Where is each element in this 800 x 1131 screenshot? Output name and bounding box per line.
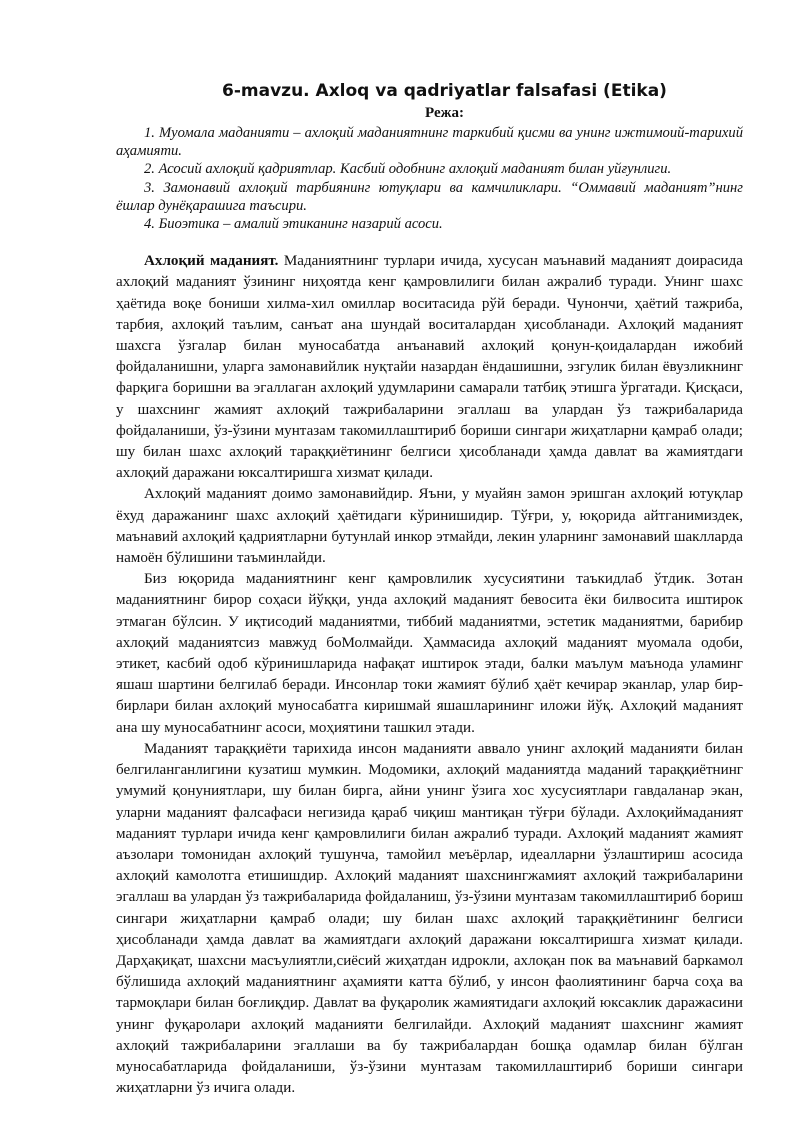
paragraph: [116, 739, 743, 1099]
paragraph-text: Маданиятнинг турлари ичида, хусусан маънавий маданият доирасида ахлоқий маданият ўзининг ниҳоятда кенг қамровлилиги билан ажралиб туради. Унинг шахс ҳаётида воқе бониши хилма-хил омиллар воситасида рўй беради. Чунончи, ҳаётий тажриба, тарбия, ахлоқий таълим, санъат ана шундай воситалардан ҳисобланади. Ахлоқий маданият шахсга ўзгалар билан муносабатда анъанавий ахлоқий қонун-қоидалардан ижобий фойдаланишни, уларга замонавийлик нуқтайи назардан ёндашишни, эзгулик билан ёвузликнинг фарқига боришни ва эгаллаган ахлоқий удумларини самарали татбиқ этишга ўргатади. Қисқаси, у шахснинг жамият ахлоқий тажрибаларини эгаллаш ва улардан ўз тажрибаларида фойдаланиши, ўз-ўзини мунтазам такомиллаштириб бориши сингари жиҳатларни қамраб олади; шу билан шахс ахлоқий тараққиётининг белгиси ҳисобланади ҳамда давлат ва жамиятдаги ахлоқий даражани юксалтиришга хизмат қилади.: [116, 253, 744, 482]
paragraph-text: Маданият тараққиёти тарихида инсон маданияти аввало унинг ахлоқий маданияти билан белгиланганлигини кузатиш мумкин. Модомики, ахлоқий маданиятда маданий тараққиётнинг умумий қонуниятлари, шу билан бирга, айни унинг ўзига хос хусусиятлари гавдаланар экан, уларни маданият фалсафаси негизида қараб чиқиш мантиқан тўғри бўлади. Ахлоқиймаданият маданият турлари ичида кенг қамровлилиги билан ажралиб туради. Ахлоқий маданият жамият аъзолари томонидан ахлоқий тушунча, тамойил меъёрлар, идеалларни ўзлаштириш асосида ахлоқий камолотга етишишдир. Ахлоқий маданият шахснингжамият ахлоқий тажрибаларини эгаллаш ва улардан ўз тажрибаларида фойдаланиш, ўз-ўзини мунтазам такомиллаштириб бориш сингари жиҳатларни қамраб олади; шу билан шахс ахлоқий тараққиётининг белгиси ҳисобланади ҳамда давлат ва жамиятдаги ахлоқий даражани юксалтиришга хизмат қилади. Дарҳақиқат, шахсни масъулиятли,сиёсий жиҳатдан идрокли, ахлоқан пок ва маънавий баркамол бўлишида ахлоқий маданиятнинг аҳамияти катта бўлиб, у инсон фаолиятининг барча соҳа ва тармоқлари билан боғлиқдир. Давлат ва фуқаролик жамиятидаги ахлоқий юксаклик даражасини унинг фуқаролари ахлоқий маданияти белгилайди. Ахлоқий маданият шахснинг жамият ахлоқий тажрибаларини эгаллаши ва бу тажрибалардан бошқа одамлар билан бўлган муносабатларида фойдаланиши, ўз-ўзини мунтазам такомиллаштириб бориши сингари жиҳатларни ўз ичига олади.: [116, 740, 743, 1097]
paragraph-text: Ахлоқий маданият доимо замонавийдир. Яъни, у муайян замон эришган ахлоқий ютуқлар ёхуд даражанинг шахс ахлоқий ҳаётидаги кўринишидир. Тўғри, у, юқорида айтганимиздек, маънавий ахлоқий қадриятларни бутунлай инкор этмайди, лекин уларнинг замонавий шаклларда намоён бўлишини таъминлайди.: [116, 486, 743, 567]
plan-item: 4. Биоэтика – амалий этиканинг назарий асоси.: [144, 216, 443, 233]
plan-item: 3. Замонавий ахлоқий тарбиянинг ютуқлари ва камчиликлари. “Оммавий маданият”нинг ёшлар дунёқарашига таъсири.: [116, 179, 743, 214]
paragraph: [116, 569, 743, 739]
document-title: 6-mavzu. Axloq va qadriyatlar falsafasi (Etika): [222, 81, 667, 101]
paragraph: [116, 484, 743, 569]
paragraph-lead: Ахлоқий маданият.: [144, 253, 279, 270]
plan-item: 1. Муомала маданияти – ахлоқий маданиятнинг таркибий қисми ва унинг ижтимоий-тарихий аҳамияти.: [116, 125, 743, 160]
plan-item: 2. Асосий ахлоқий қадриятлар. Касбий одобнинг ахлоқий маданият билан уйғунлиги.: [144, 161, 672, 178]
paragraph: [116, 251, 743, 484]
body-text: [116, 251, 743, 1099]
plan-list: [116, 124, 743, 233]
plan-heading: Режа:: [425, 105, 464, 121]
paragraph-text: Биз юқорида маданиятнинг кенг қамровлилик хусусиятини таъкидлаб ўтдик. Зотан маданиятнинг бирор соҳаси йўққи, унда ахлоқий маданият бевосита ёки билвосита иштирок этмаган бўлсин. У иқтисодий маданиятми, тиббий маданиятми, эстетик маданиятми, барибир ахлоқий маданиятсиз мавжуд боМолмайди. Ҳаммасида ахлоқий маданият муомала одоби, этикет, касбий одоб кўринишларида нафақат иштирок этади, балки маълум маънода уламинг яшаш шартини белгилаб беради. Инсонлар токи жамият бўлиб ҳаёт кечирар эканлар, улар бир-бирлари билан ахлоқий муносабатга киришмай яшашларининг иложи йўқ. Ахлоқий маданият ана шу муносабатнинг асоси, моҳиятини ташкил этади.: [116, 571, 743, 736]
